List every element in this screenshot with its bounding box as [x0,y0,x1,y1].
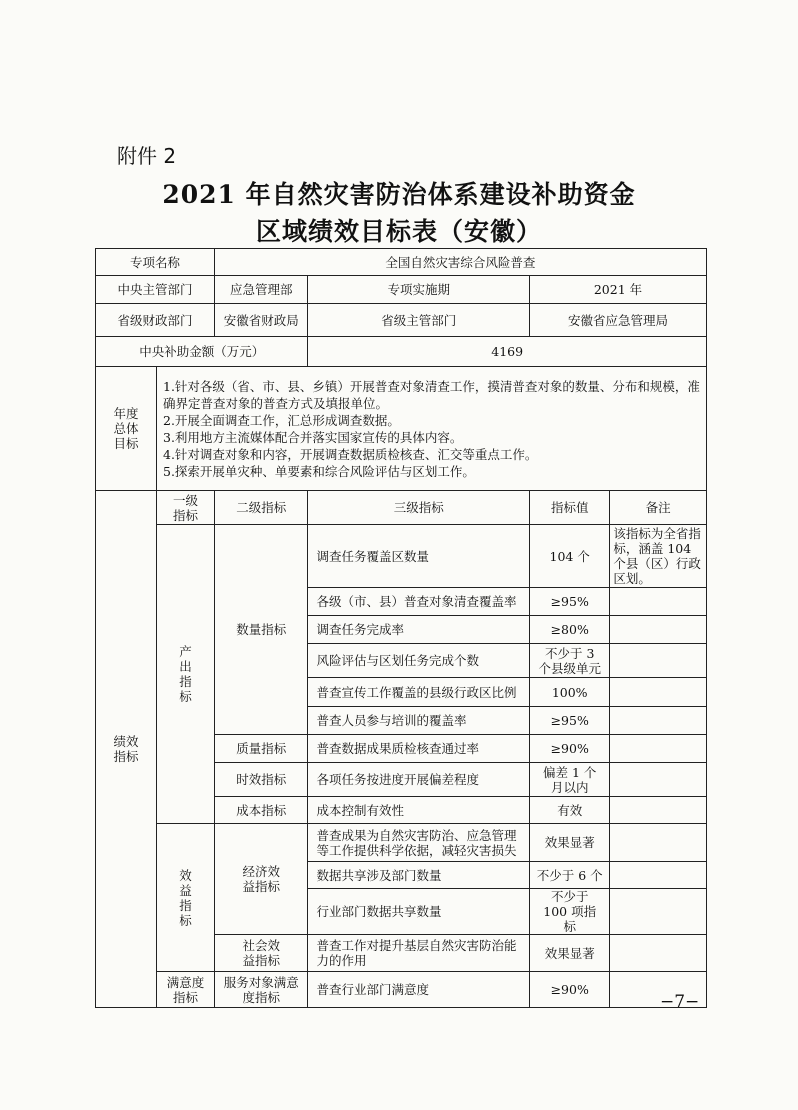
period-label: 专项实施期 [308,276,530,304]
indicator-name: 普查宣传工作覆盖的县级行政区比例 [308,678,530,707]
table-row [96,304,707,337]
indicator-name: 行业部门数据共享数量 [308,889,530,935]
indicator-value: ≥80% [530,616,610,644]
indicator-value: 104 个 [530,525,610,588]
annual-goal-content [157,367,707,491]
indicator-value: ≥95% [530,707,610,735]
attachment-label: 附件 2 [117,144,177,168]
indicator-note [610,824,707,862]
performance-goal-table [95,248,707,1008]
col-header-level2: 二级指标 [214,491,308,525]
indicator-name: 调查任务完成率 [308,616,530,644]
col-header-value: 指标值 [530,491,610,525]
indicator-note [610,644,707,678]
indicator-note [610,935,707,972]
table-row [96,824,707,862]
table-row [96,367,707,491]
indicator-name: 数据共享涉及部门数量 [308,862,530,889]
goal-item: 确界定普查对象的普查方式及填报单位。 [163,395,389,411]
indicator-name: 普查人员参与培训的覆盖率 [308,707,530,735]
central-dept-label: 中央主管部门 [96,276,215,304]
quality-indicator-label: 质量指标 [214,735,308,763]
indicator-name: 普查行业部门满意度 [308,972,530,1008]
service-satisfaction-label: 服务对象满意度指标 [214,972,308,1008]
table-row [96,525,707,588]
indicator-name: 普查工作对提升基层自然灾害防治能力的作用 [308,935,530,972]
period-value: 2021 年 [530,276,707,304]
table-row [96,276,707,304]
indicator-note [610,862,707,889]
document-title-line2: 区域绩效目标表（安徽） [255,217,542,246]
col-header-note: 备注 [610,491,707,525]
indicator-value: 100% [530,678,610,707]
provincial-dept-label: 省级主管部门 [308,304,530,337]
indicator-name: 调查任务覆盖区数量 [308,525,530,588]
indicator-value: ≥95% [530,588,610,616]
provincial-finance-value: 安徽省财政局 [214,304,308,337]
table-row [96,491,707,525]
satisfaction-indicator-label: 满意度指标 [157,972,215,1008]
goal-item: 1.针对各级（省、市、县、乡镇）开展普查对象清查工作，摸清普查对象的数量、分布和规模，准 [163,378,700,394]
indicator-name: 普查成果为自然灾害防治、应急管理等工作提供科学依据，减轻灾害损失 [308,824,530,862]
indicator-value: 偏差 1 个月以内 [530,763,610,797]
quantity-indicator-label: 数量指标 [214,525,308,735]
indicator-note [610,735,707,763]
indicator-note [610,889,707,935]
col-header-level3: 三级指标 [308,491,530,525]
indicator-note [610,616,707,644]
output-indicator-label: 产出指标 [157,525,215,824]
goal-item: 5.探索开展单灾种、单要素和综合风险评估与区划工作。 [163,463,475,479]
goal-item: 2.开展全面调查工作，汇总形成调查数据。 [163,412,400,428]
indicator-value: 不少于 100 项指标 [530,889,610,935]
indicator-name: 风险评估与区划任务完成个数 [308,644,530,678]
social-benefit-label: 社会效益指标 [214,935,308,972]
table-row [96,249,707,276]
cost-indicator-label: 成本指标 [214,797,308,824]
goal-item: 3.利用地方主流媒体配合并落实国家宣传的具体内容。 [163,429,463,445]
indicator-value: 有效 [530,797,610,824]
indicator-note [610,678,707,707]
indicator-name: 各级（市、县）普查对象清查覆盖率 [308,588,530,616]
project-name-label: 专项名称 [96,249,215,276]
indicator-value: 效果显著 [530,935,610,972]
economic-benefit-label: 经济效益指标 [214,824,308,935]
indicator-name: 普查数据成果质检核查通过率 [308,735,530,763]
indicator-section-label: 绩效指标 [96,491,157,1008]
indicator-note [610,707,707,735]
indicator-note [610,588,707,616]
table-row [96,972,707,1008]
table-row [96,337,707,367]
timeliness-indicator-label: 时效指标 [214,763,308,797]
page-number: −7− [660,992,700,1012]
indicator-name: 各项任务按进度开展偏差程度 [308,763,530,797]
central-dept-value: 应急管理部 [214,276,308,304]
provincial-finance-label: 省级财政部门 [96,304,215,337]
indicator-value: 效果显著 [530,824,610,862]
indicator-value: 不少于 3 个县级单元 [530,644,610,678]
col-header-level1: 一级指标 [157,491,215,525]
indicator-note [610,797,707,824]
indicator-value: ≥90% [530,735,610,763]
annual-goal-label: 年度总体目标 [96,367,157,491]
provincial-dept-value: 安徽省应急管理局 [530,304,707,337]
indicator-name: 成本控制有效性 [308,797,530,824]
indicator-note: 该指标为全省指标，涵盖 104 个县（区）行政区划。 [610,525,707,588]
indicator-note [610,763,707,797]
subsidy-value: 4169 [308,337,706,367]
goal-item: 4.针对调查对象和内容，开展调查数据质检核查、汇交等重点工作。 [163,446,538,462]
indicator-value: ≥90% [530,972,610,1008]
project-name-value: 全国自然灾害综合风险普查 [214,249,706,276]
indicator-value: 不少于 6 个 [530,862,610,889]
document-title-line1: 2021 年自然灾害防治体系建设补助资金 [162,180,636,209]
subsidy-label: 中央补助金额（万元） [96,337,308,367]
benefit-indicator-label: 效益指标 [157,824,215,972]
